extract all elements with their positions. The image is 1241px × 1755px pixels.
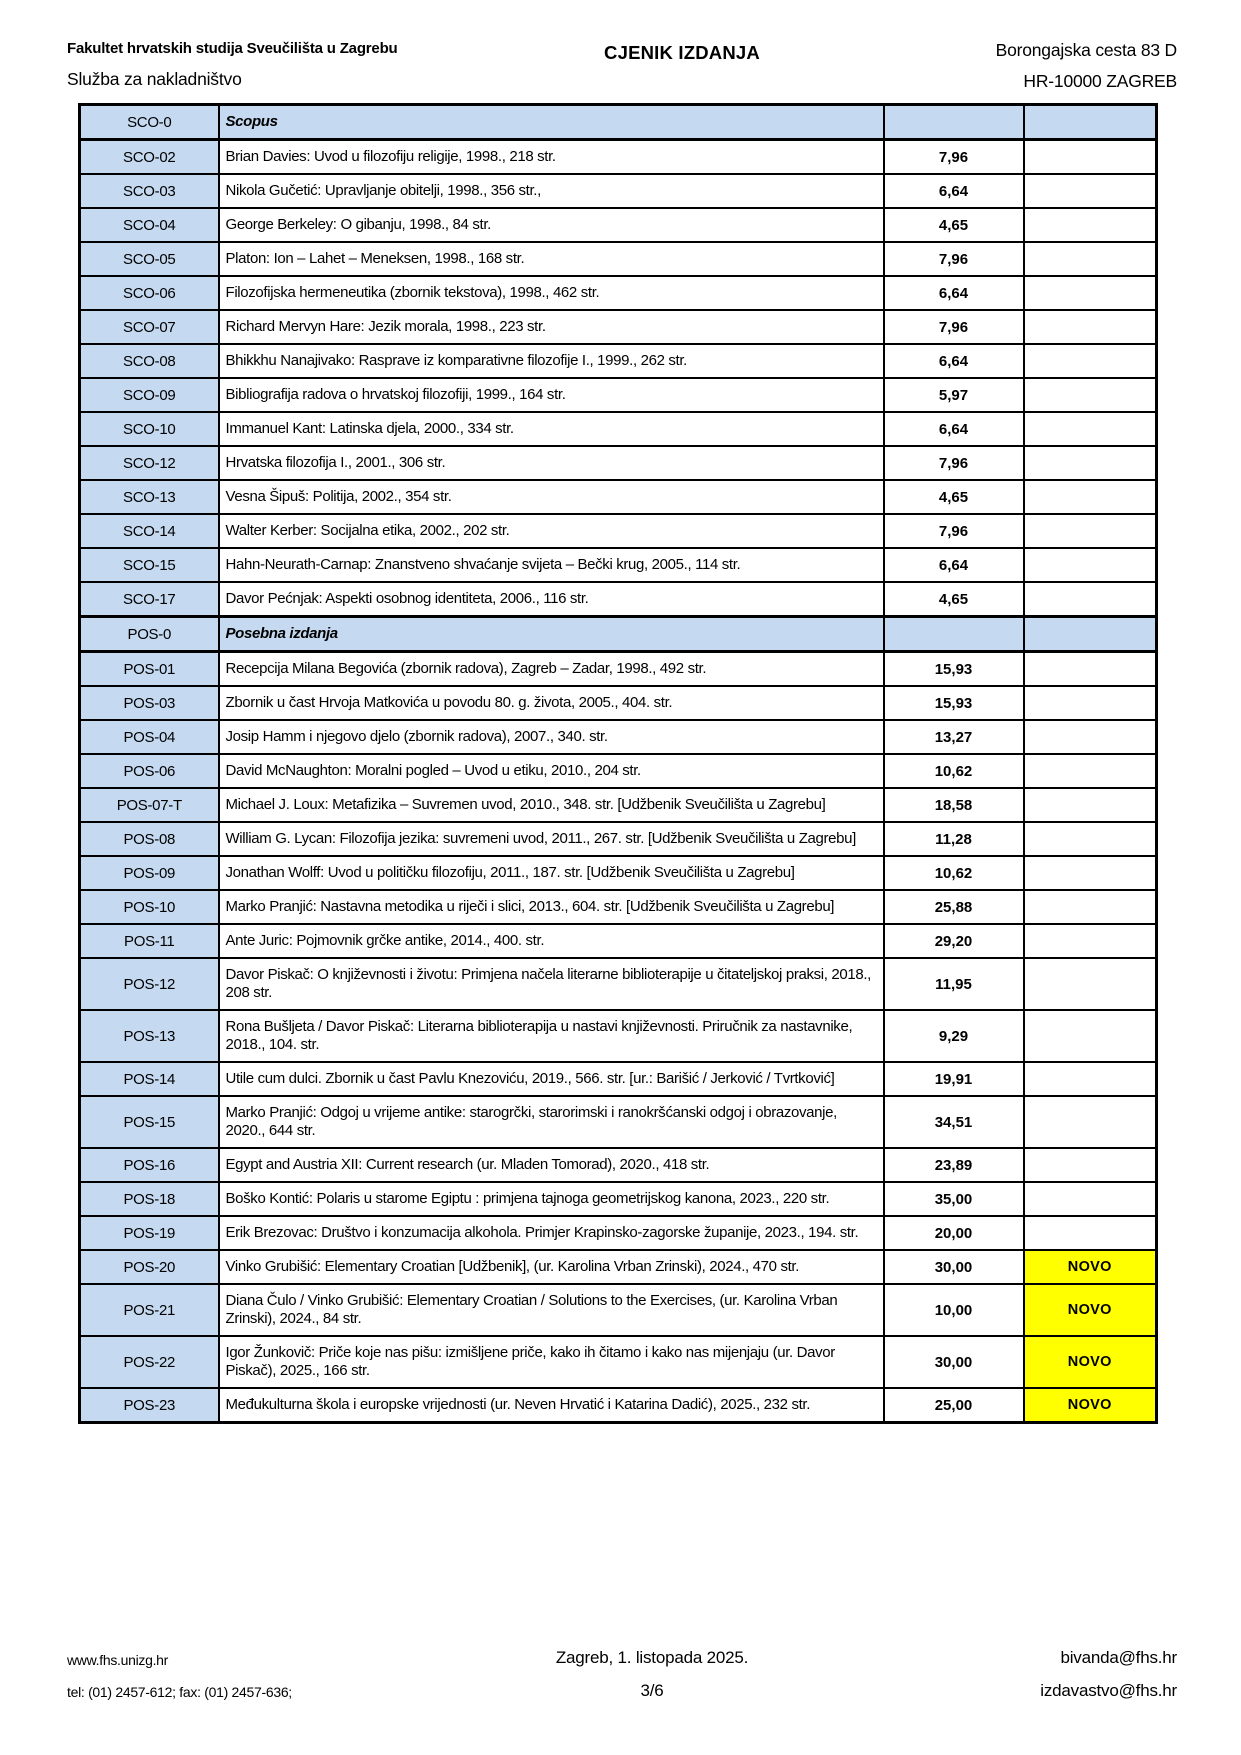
item-badge-empty xyxy=(1024,344,1157,378)
item-code: POS-14 xyxy=(80,1062,219,1096)
item-badge-empty xyxy=(1024,174,1157,208)
item-badge-empty xyxy=(1024,720,1157,754)
item-price: 35,00 xyxy=(884,1182,1024,1216)
item-code: POS-18 xyxy=(80,1182,219,1216)
item-description: Hahn-Neurath-Carnap: Znanstveno shvaćanje svijeta – Bečki krug, 2005., 114 str. xyxy=(219,548,884,582)
item-price: 9,29 xyxy=(884,1010,1024,1062)
item-badge-empty xyxy=(1024,1096,1157,1148)
phone-fax: tel: (01) 2457-612; fax: (01) 2457-636; xyxy=(67,1684,292,1700)
item-price: 10,62 xyxy=(884,856,1024,890)
page-footer xyxy=(67,1648,1177,1701)
item-code: SCO-06 xyxy=(80,276,219,310)
item-description: Josip Hamm i njegovo djelo (zbornik radova), 2007., 340. str. xyxy=(219,720,884,754)
section-title: Scopus xyxy=(219,105,884,140)
item-price: 11,28 xyxy=(884,822,1024,856)
item-badge-empty xyxy=(1024,686,1157,720)
table-row xyxy=(80,856,1157,890)
item-description: George Berkeley: O gibanju, 1998., 84 str. xyxy=(219,208,884,242)
item-description: Erik Brezovac: Društvo i konzumacija alkohola. Primjer Krapinsko-zagorske županije, 2023., 194. str. xyxy=(219,1216,884,1250)
novo-badge: NOVO xyxy=(1024,1250,1157,1284)
item-badge-empty xyxy=(1024,1062,1157,1096)
item-code: SCO-08 xyxy=(80,344,219,378)
item-badge-empty xyxy=(1024,652,1157,687)
section-code: POS-0 xyxy=(80,617,219,652)
table-row xyxy=(80,174,1157,208)
section-header-row xyxy=(80,617,1157,652)
item-price: 5,97 xyxy=(884,378,1024,412)
item-price: 25,00 xyxy=(884,1388,1024,1423)
table-row xyxy=(80,276,1157,310)
item-code: POS-10 xyxy=(80,890,219,924)
address-street: Borongajska cesta 83 D xyxy=(995,40,1177,60)
item-description: Platon: Ion – Lahet – Meneksen, 1998., 168 str. xyxy=(219,242,884,276)
table-row xyxy=(80,446,1157,480)
item-description: Zbornik u čast Hrvoja Matkovića u povodu 80. g. života, 2005., 404. str. xyxy=(219,686,884,720)
item-badge-empty xyxy=(1024,276,1157,310)
table-row xyxy=(80,242,1157,276)
section-title: Posebna izdanja xyxy=(219,617,884,652)
item-code: POS-12 xyxy=(80,958,219,1010)
table-row xyxy=(80,754,1157,788)
item-badge-empty xyxy=(1024,754,1157,788)
item-price: 34,51 xyxy=(884,1096,1024,1148)
item-description: David McNaughton: Moralni pogled – Uvod u etiku, 2010., 204 str. xyxy=(219,754,884,788)
item-price: 7,96 xyxy=(884,242,1024,276)
item-code: POS-03 xyxy=(80,686,219,720)
item-price: 6,64 xyxy=(884,276,1024,310)
item-badge-empty xyxy=(1024,1148,1157,1182)
page-number: 3/6 xyxy=(640,1681,664,1700)
item-code: SCO-14 xyxy=(80,514,219,548)
item-description: William G. Lycan: Filozofija jezika: suvremeni uvod, 2011., 267. str. [Udžbenik Sveučilišta u Zagrebu] xyxy=(219,822,884,856)
item-description: Davor Pećnjak: Aspekti osobnog identiteta, 2006., 116 str. xyxy=(219,582,884,617)
table-row xyxy=(80,412,1157,446)
item-badge-empty xyxy=(1024,208,1157,242)
footer-center-block xyxy=(427,1648,877,1701)
item-code: POS-16 xyxy=(80,1148,219,1182)
item-price: 18,58 xyxy=(884,788,1024,822)
org-name: Fakultet hrvatskih studija Sveučilišta u Zagrebu xyxy=(67,40,398,57)
item-description: Brian Davies: Uvod u filozofiju religije, 1998., 218 str. xyxy=(219,140,884,175)
item-price: 10,00 xyxy=(884,1284,1024,1336)
table-row xyxy=(80,310,1157,344)
item-description: Bibliografija radova o hrvatskoj filozofiji, 1999., 164 str. xyxy=(219,378,884,412)
item-code: SCO-10 xyxy=(80,412,219,446)
item-description: Marko Pranjić: Odgoj u vrijeme antike: starogrčki, starorimski i ranokršćanski odgoj i obrazovanje, 2020., 644 str. xyxy=(219,1096,884,1148)
item-description: Utile cum dulci. Zbornik u čast Pavlu Knezoviću, 2019., 566. str. [ur.: Barišić / Jerković / Tvrtković] xyxy=(219,1062,884,1096)
section-header-row xyxy=(80,105,1157,140)
item-badge-empty xyxy=(1024,924,1157,958)
item-badge-empty xyxy=(1024,856,1157,890)
item-code: POS-13 xyxy=(80,1010,219,1062)
table-row xyxy=(80,1148,1157,1182)
item-price: 23,89 xyxy=(884,1148,1024,1182)
item-description: Immanuel Kant: Latinska djela, 2000., 334 str. xyxy=(219,412,884,446)
table-row xyxy=(80,958,1157,1010)
item-price: 6,64 xyxy=(884,174,1024,208)
table-row xyxy=(80,720,1157,754)
item-code: POS-15 xyxy=(80,1096,219,1148)
item-badge-empty xyxy=(1024,1182,1157,1216)
item-description: Nikola Gučetić: Upravljanje obitelji, 1998., 356 str., xyxy=(219,174,884,208)
item-code: SCO-13 xyxy=(80,480,219,514)
item-price: 30,00 xyxy=(884,1336,1024,1388)
section-badge-cell-empty xyxy=(1024,105,1157,140)
item-badge-empty xyxy=(1024,480,1157,514)
novo-badge: NOVO xyxy=(1024,1336,1157,1388)
item-price: 7,96 xyxy=(884,446,1024,480)
item-code: POS-19 xyxy=(80,1216,219,1250)
item-code: POS-22 xyxy=(80,1336,219,1388)
item-price: 4,65 xyxy=(884,208,1024,242)
item-code: SCO-17 xyxy=(80,582,219,617)
table-row xyxy=(80,1182,1157,1216)
item-price: 6,64 xyxy=(884,412,1024,446)
email-izdavastvo[interactable]: izdavastvo@fhs.hr xyxy=(1040,1681,1177,1700)
item-price: 15,93 xyxy=(884,652,1024,687)
item-description: Michael J. Loux: Metafizika – Suvremen uvod, 2010., 348. str. [Udžbenik Sveučilišta u Zagrebu] xyxy=(219,788,884,822)
table-row xyxy=(80,1336,1157,1388)
header-left-block xyxy=(67,40,487,91)
table-row xyxy=(80,1010,1157,1062)
item-price: 4,65 xyxy=(884,480,1024,514)
table-row xyxy=(80,1388,1157,1423)
item-price: 11,95 xyxy=(884,958,1024,1010)
address-city: HR-10000 ZAGREB xyxy=(1023,71,1177,91)
table-row xyxy=(80,1062,1157,1096)
item-code: SCO-09 xyxy=(80,378,219,412)
item-code: POS-09 xyxy=(80,856,219,890)
price-table xyxy=(78,103,1158,1424)
item-price: 7,96 xyxy=(884,514,1024,548)
item-price: 4,65 xyxy=(884,582,1024,617)
item-price: 15,93 xyxy=(884,686,1024,720)
date-line: Zagreb, 1. listopada 2025. xyxy=(555,1648,749,1667)
item-price: 7,96 xyxy=(884,310,1024,344)
page-title: CJENIK IZDANJA xyxy=(604,42,760,63)
item-description: Igor Žunkovič: Priče koje nas pišu: izmišljene priče, kako ih čitamo i kako nas mijenjaju (ur. Davor Piskač), 2025., 166 str. xyxy=(219,1336,884,1388)
table-row xyxy=(80,1096,1157,1148)
item-badge-empty xyxy=(1024,548,1157,582)
item-description: Boško Kontić: Polaris u starome Egiptu : primjena tajnoga geometrijskog kanona, 2023., 220 str. xyxy=(219,1182,884,1216)
item-description: Filozofijska hermeneutika (zbornik tekstova), 1998., 462 str. xyxy=(219,276,884,310)
item-price: 7,96 xyxy=(884,140,1024,175)
table-row xyxy=(80,140,1157,175)
item-price: 6,64 xyxy=(884,344,1024,378)
item-badge-empty xyxy=(1024,890,1157,924)
item-description: Rona Bušljeta / Davor Piskač: Literarna biblioterapija u nastavi književnosti. Priručnik za nastavnike, 2018., 104. str. xyxy=(219,1010,884,1062)
table-row xyxy=(80,652,1157,687)
email-bivanda[interactable]: bivanda@fhs.hr xyxy=(1060,1648,1177,1667)
item-code: SCO-07 xyxy=(80,310,219,344)
item-price: 6,64 xyxy=(884,548,1024,582)
item-code: POS-21 xyxy=(80,1284,219,1336)
item-description: Walter Kerber: Socijalna etika, 2002., 202 str. xyxy=(219,514,884,548)
item-badge-empty xyxy=(1024,378,1157,412)
item-badge-empty xyxy=(1024,822,1157,856)
item-description: Marko Pranjić: Nastavna metodika u riječi i slici, 2013., 604. str. [Udžbenik Sveučilišta u Zagrebu] xyxy=(219,890,884,924)
table-row xyxy=(80,1250,1157,1284)
item-description: Diana Čulo / Vinko Grubišić: Elementary Croatian / Solutions to the Exercises, (ur. Karolina Vrban Zrinski), 2024., 84 str. xyxy=(219,1284,884,1336)
table-row xyxy=(80,1284,1157,1336)
item-badge-empty xyxy=(1024,1010,1157,1062)
table-row xyxy=(80,822,1157,856)
item-badge-empty xyxy=(1024,242,1157,276)
item-code: POS-06 xyxy=(80,754,219,788)
item-code: POS-04 xyxy=(80,720,219,754)
item-description: Davor Piskač: O književnosti i životu: Primjena načela literarne biblioterapije u čitateljskoj praksi, 2018., 208 str. xyxy=(219,958,884,1010)
item-price: 13,27 xyxy=(884,720,1024,754)
item-code: SCO-03 xyxy=(80,174,219,208)
item-code: SCO-15 xyxy=(80,548,219,582)
section-price-cell-empty xyxy=(884,105,1024,140)
item-price: 20,00 xyxy=(884,1216,1024,1250)
table-row xyxy=(80,378,1157,412)
item-description: Richard Mervyn Hare: Jezik morala, 1998., 223 str. xyxy=(219,310,884,344)
item-description: Vinko Grubišić: Elementary Croatian [Udžbenik], (ur. Karolina Vrban Zrinski), 2024., 470 str. xyxy=(219,1250,884,1284)
item-code: POS-07-T xyxy=(80,788,219,822)
item-description: Međukulturna škola i europske vrijednosti (ur. Neven Hrvatić i Katarina Dadić), 2025., 232 str. xyxy=(219,1388,884,1423)
item-code: POS-01 xyxy=(80,652,219,687)
table-row xyxy=(80,208,1157,242)
table-row xyxy=(80,344,1157,378)
item-description: Egypt and Austria XII: Current research (ur. Mladen Tomorad), 2020., 418 str. xyxy=(219,1148,884,1182)
item-code: POS-23 xyxy=(80,1388,219,1423)
novo-badge: NOVO xyxy=(1024,1388,1157,1423)
table-row xyxy=(80,514,1157,548)
item-price: 30,00 xyxy=(884,1250,1024,1284)
item-price: 10,62 xyxy=(884,754,1024,788)
header-right-block xyxy=(877,40,1177,91)
section-price-cell-empty xyxy=(884,617,1024,652)
item-description: Jonathan Wolff: Uvod u političku filozofiju, 2011., 187. str. [Udžbenik Sveučilišta u Zagrebu] xyxy=(219,856,884,890)
item-badge-empty xyxy=(1024,310,1157,344)
item-code: SCO-05 xyxy=(80,242,219,276)
novo-badge: NOVO xyxy=(1024,1284,1157,1336)
item-badge-empty xyxy=(1024,1216,1157,1250)
table-row xyxy=(80,480,1157,514)
table-row xyxy=(80,582,1157,617)
item-description: Bhikkhu Nanajivako: Rasprave iz komparativne filozofije I., 1999., 262 str. xyxy=(219,344,884,378)
item-description: Vesna Šipuš: Politija, 2002., 354 str. xyxy=(219,480,884,514)
item-price: 29,20 xyxy=(884,924,1024,958)
item-code: SCO-04 xyxy=(80,208,219,242)
table-row xyxy=(80,1216,1157,1250)
table-row xyxy=(80,924,1157,958)
item-description: Hrvatska filozofija I., 2001., 306 str. xyxy=(219,446,884,480)
item-code: POS-11 xyxy=(80,924,219,958)
item-badge-empty xyxy=(1024,514,1157,548)
item-price: 19,91 xyxy=(884,1062,1024,1096)
org-department: Služba za nakladništvo xyxy=(67,69,242,89)
item-badge-empty xyxy=(1024,788,1157,822)
item-description: Ante Juric: Pojmovnik grčke antike, 2014., 400. str. xyxy=(219,924,884,958)
footer-right-block xyxy=(877,1648,1177,1701)
website-link[interactable]: www.fhs.unizg.hr xyxy=(67,1652,169,1668)
item-badge-empty xyxy=(1024,958,1157,1010)
table-row xyxy=(80,890,1157,924)
section-code: SCO-0 xyxy=(80,105,219,140)
item-badge-empty xyxy=(1024,446,1157,480)
section-badge-cell-empty xyxy=(1024,617,1157,652)
item-code: POS-20 xyxy=(80,1250,219,1284)
item-description: Recepcija Milana Begovića (zbornik radova), Zagreb – Zadar, 1998., 492 str. xyxy=(219,652,884,687)
table-row xyxy=(80,548,1157,582)
table-row xyxy=(80,686,1157,720)
item-badge-empty xyxy=(1024,140,1157,175)
item-code: SCO-02 xyxy=(80,140,219,175)
item-badge-empty xyxy=(1024,412,1157,446)
footer-left-block xyxy=(67,1648,427,1701)
item-code: POS-08 xyxy=(80,822,219,856)
item-code: SCO-12 xyxy=(80,446,219,480)
item-badge-empty xyxy=(1024,582,1157,617)
page-header xyxy=(67,40,1177,91)
item-price: 25,88 xyxy=(884,890,1024,924)
table-row xyxy=(80,788,1157,822)
